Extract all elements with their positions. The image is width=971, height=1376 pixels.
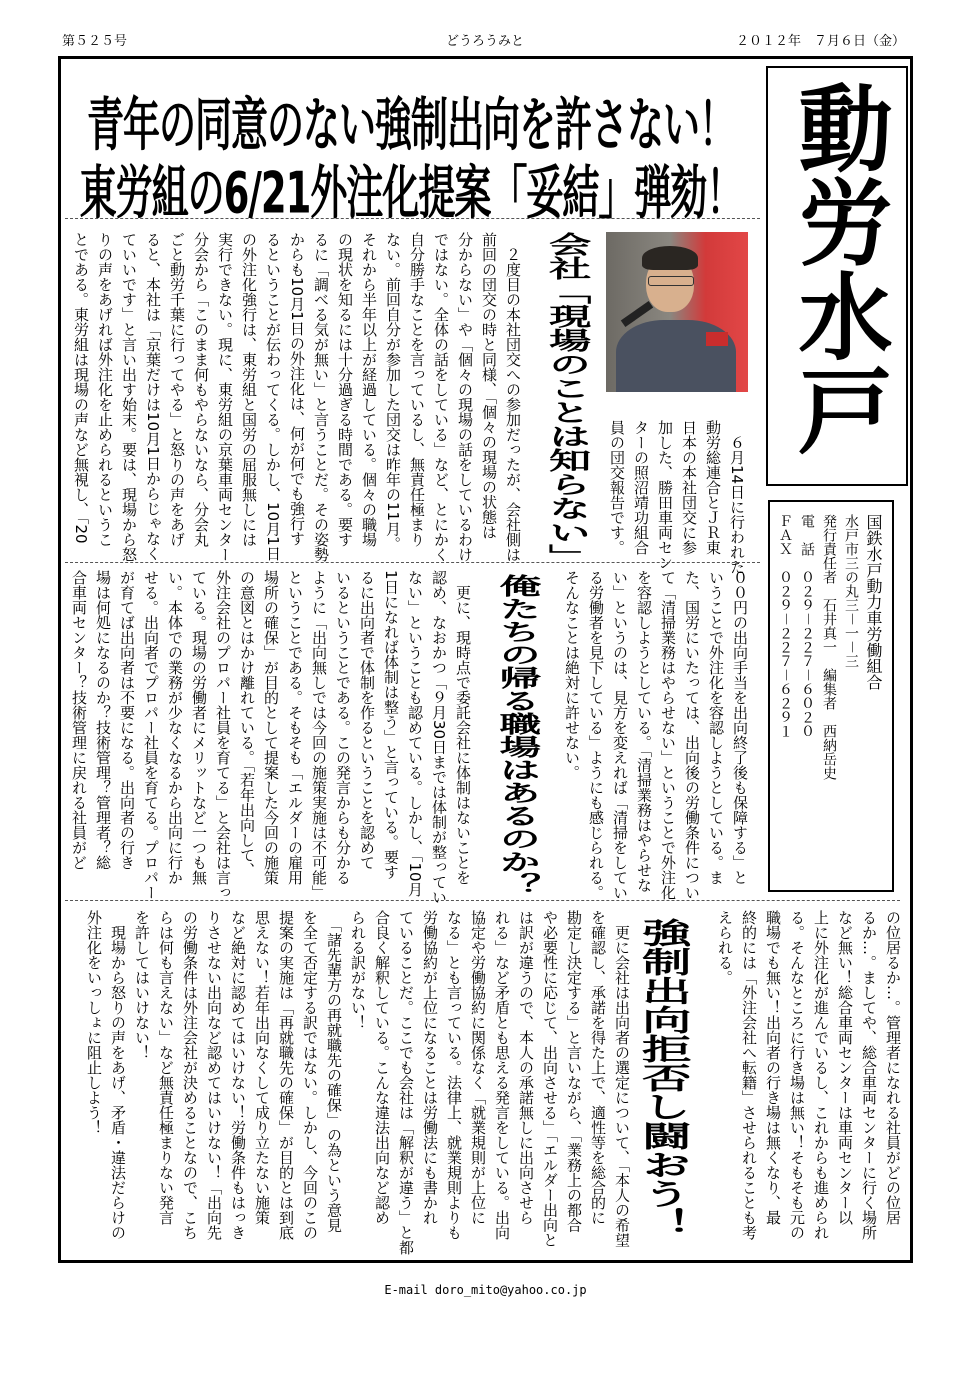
text-column: を許してはいけない！: [133, 910, 151, 1060]
text-column: は訳が違うので、本人の承諾無しに出向させら: [517, 910, 535, 1225]
divider: [65, 900, 900, 901]
text-column: なる」とも言っている。法律上、就業規則よりも: [445, 910, 463, 1240]
text-column: 提案の実施は「再就職先の確保」が目的とは到底: [277, 910, 295, 1240]
text-column: の外注化強行は、東労組と国労の屈服無しには: [240, 232, 258, 547]
phone: 電 話 ０２９－２２７－６０２０: [799, 514, 815, 738]
text-column: 場所の確保」が目的として提案した今回の施策: [262, 570, 280, 885]
publisher-info-box: [768, 500, 894, 892]
text-column: 合車両センター？技術管理に戻れる社員がど: [70, 570, 88, 870]
text-column: 外注化をいっしょに阻止しよう！: [85, 910, 103, 1135]
text-column: ００円の出向手当を出向終了後も保障する」と: [731, 570, 749, 885]
text-column: 職場でも無い！出向者の行き場は無くなり、最: [764, 910, 782, 1225]
text-column: ていることだ。ここでも会社は「解釈が違う」と都: [397, 910, 415, 1255]
headline-line2: 東労組の6/21外注化提案「妥結」弾劾！: [79, 159, 743, 227]
text-column: る労働者を見下している」ようにも感じられる。: [587, 570, 605, 900]
text-column: 上に外注化が進んでいるし、これからも進められ: [812, 910, 830, 1240]
text-column: など絶対に認めてはいけない！労働条件もはっき: [229, 910, 247, 1240]
text-column: るということが伝わってくる。しかし、10月1日: [264, 232, 282, 561]
text-column: ターの照沼靖功組合: [632, 420, 650, 555]
divider: [65, 218, 760, 219]
article1-heading: 会社「現場のことは知らない」: [541, 232, 591, 568]
text-column: えられる。: [716, 910, 734, 985]
text-column: ではない。全体の話をしている」など、とにかく: [432, 232, 450, 562]
article2-continued: [560, 570, 752, 900]
text-column: を容認しようとしている。「清掃業務はやらせな: [635, 570, 653, 893]
text-column: 認め、なおかつ「９月30日までは体制が整ってい: [430, 570, 448, 905]
paper-name: どうろうみと: [446, 34, 525, 49]
text-column: 分会から「このまま何もやらないなら、分会丸: [192, 232, 210, 547]
text-column: ように「出向無しでは今回の施策実施は不可能」: [310, 570, 328, 900]
text-column: そんなことは絶対に許せない。: [563, 570, 581, 780]
text-column: ると、本社は「京葉だけは10月1日からじゃなく: [144, 232, 162, 561]
text-column: ない」ということも認めている。しかし、「10月: [406, 570, 424, 897]
text-column: ６月14日に行われた: [728, 420, 746, 575]
text-column: の位居るか…。管理者になれる社員がどの位居: [884, 910, 902, 1225]
text-column: る。そんなところに行き場は無い！そもそも元の: [788, 910, 806, 1240]
text-column: 現場から怒りの声をあげ、矛盾・違法だらけの: [109, 910, 127, 1240]
text-column: 日本の本社団交に参: [680, 420, 698, 555]
staff: 発行責任者 石井真一 編集者 西納岳史: [821, 514, 837, 780]
text-column: ごと動労千葉に行ってやる」と怒りの声をあげ: [168, 232, 186, 547]
text-column: 動労総連合とＪＲ東: [704, 420, 722, 555]
text-column: ない。前回自分が参加した団交は昨年の11月。: [384, 232, 402, 552]
text-column: い。本体での業務が少なくなるから出向に行か: [166, 570, 184, 885]
text-column: を全て否定する訳ではない。しかし、今回のこの: [301, 910, 319, 1240]
text-column: を確認し、承諾を得た上で、適性等を総合的に: [589, 910, 607, 1225]
union-name: 国鉄水戸動力車労働組合: [864, 514, 883, 690]
text-column: 更に、現時点で委託会社に体制はないことを: [454, 570, 472, 885]
text-column: ２度目の本社団交への参加だったが、会社側は: [504, 232, 522, 562]
fax: ＦＡＸ ０２９－２２７－６２９１: [777, 514, 793, 738]
text-column: の意図とはかけ離れている。「若年出向して、: [238, 570, 256, 878]
text-column: 場は何処になるのか？技術管理？管理者？総: [94, 570, 112, 870]
article3-continued: [713, 910, 905, 1250]
text-column: 勘定し決定する」と言いながら、「業務上の都合: [565, 910, 583, 1233]
address: 水戸市三の丸三－一－三: [843, 514, 859, 668]
masthead: [766, 66, 908, 486]
text-column: るか…。ましてや、総合車両センターに行く場所: [860, 910, 878, 1240]
text-column: 終的には「外注会社へ転籍」させられることも考: [740, 910, 758, 1240]
article1-body: [69, 232, 525, 562]
text-column: それから半年以上が経過している。個々の職場: [360, 232, 378, 547]
text-column: 外注会社のプロパー社員を育てる」と会社は言っ: [214, 570, 232, 900]
speaker-photo: [606, 232, 748, 392]
text-column: 労働協約が上位になることは労働法にも書かれ: [421, 910, 439, 1225]
headline-line1: 青年の同意のない強制出向を許さない！: [87, 91, 735, 159]
issue-date: ２０１２年 ７月６日（金）: [735, 34, 905, 49]
text-column: ている。現場の労働者にメリットなど一つも無: [190, 570, 208, 885]
text-column: いるということである。この発言からも分かる: [334, 570, 352, 885]
text-column: 自分勝手なことを言っているし、無責任極まり: [408, 232, 426, 547]
article1-lead: [605, 420, 749, 575]
text-column: 「諸先輩方の再就職先の確保」の為という意見: [325, 910, 343, 1233]
text-column: 合良く解釈している。こんな違法出向など認め: [373, 910, 391, 1225]
text-column: 協定や労働協約に関係なく「就業規則が上位に: [469, 910, 487, 1225]
text-column: て「清掃業務はやらせない」ということで外注化: [659, 570, 677, 900]
divider: [65, 562, 760, 563]
text-column: られる訳がない！: [349, 910, 367, 1030]
text-column: るに「調べる気が無い」と言うことだ。その姿勢: [312, 232, 330, 562]
text-column: 更に会社は出向者の選定について、「本人の希望: [613, 910, 631, 1248]
text-column: い」というのは、見方を変えれば「清掃をしてい: [611, 570, 629, 900]
article3-body: [82, 910, 634, 1255]
masthead-title: 動労水戸: [782, 80, 892, 456]
text-column: 員の団交報告です。: [608, 420, 626, 555]
text-column: た、国労にいたっては、出向後の労働条件につい: [683, 570, 701, 900]
footer-email: E-mail doro_mito@yahoo.co.jp: [384, 1283, 587, 1297]
article2-body: [67, 570, 475, 905]
text-column: らは何も言えない」など無責任極まりない発言: [157, 910, 175, 1225]
text-column: の現状を知るには十分過ぎる時間である。要す: [336, 232, 354, 547]
article3-heading: 強制出向拒否し闘おう！: [635, 918, 694, 1237]
text-column: からも10月1日の外注化は、何が何でも強行す: [288, 232, 306, 546]
text-column: など無い！総合車両センターは車両センター以: [836, 910, 854, 1225]
text-column: 分からない」や「個々の現場の話をしているわけ: [456, 232, 474, 562]
text-column: や必要性に応じて、出向させる」「エルダー出向と: [541, 910, 559, 1248]
text-column: るに出向者で体制を作るということを認めて: [358, 570, 376, 870]
article2-heading: 俺たちの帰る職場はあるのか？: [492, 574, 540, 896]
text-column: りの声をあげれば外注化を止められるというこ: [96, 232, 114, 547]
text-column: の労働条件は外注会社が決めることなので、こち: [181, 910, 199, 1240]
text-column: 思えない！若年出向なくして成り立たない施策: [253, 910, 271, 1225]
issue-number: 第５２５号: [62, 34, 128, 49]
text-column: せる。出向者でプロパー社員を育てる。プロパー: [142, 570, 160, 900]
text-column: 加した、勝田車両セン: [656, 420, 674, 570]
text-column: が育てば出向者は不要になる。出向者の行き: [118, 570, 136, 870]
text-column: ということである。そもそも「エルダーの雇用: [286, 570, 304, 885]
text-column: いうことで外注化を容認しようとしている。ま: [707, 570, 725, 885]
text-column: ていいです」と言い出す始末。要は、現場から怒: [120, 232, 138, 562]
text-column: とである。東労組は現場の声など無視し、「20: [72, 232, 90, 544]
text-column: りさせない出向など認めてはいけない！「出向先: [205, 910, 223, 1240]
text-column: 前回の団交の時と同様、「個々の現場の状態は: [480, 232, 498, 540]
text-column: 1日になれば体制は整う」と言っている。要す: [382, 570, 400, 880]
text-column: 実行できない。現に、東労組の京葉車両センター: [216, 232, 234, 562]
text-column: れる」など矛盾とも思える発言をしている。出向: [493, 910, 511, 1240]
